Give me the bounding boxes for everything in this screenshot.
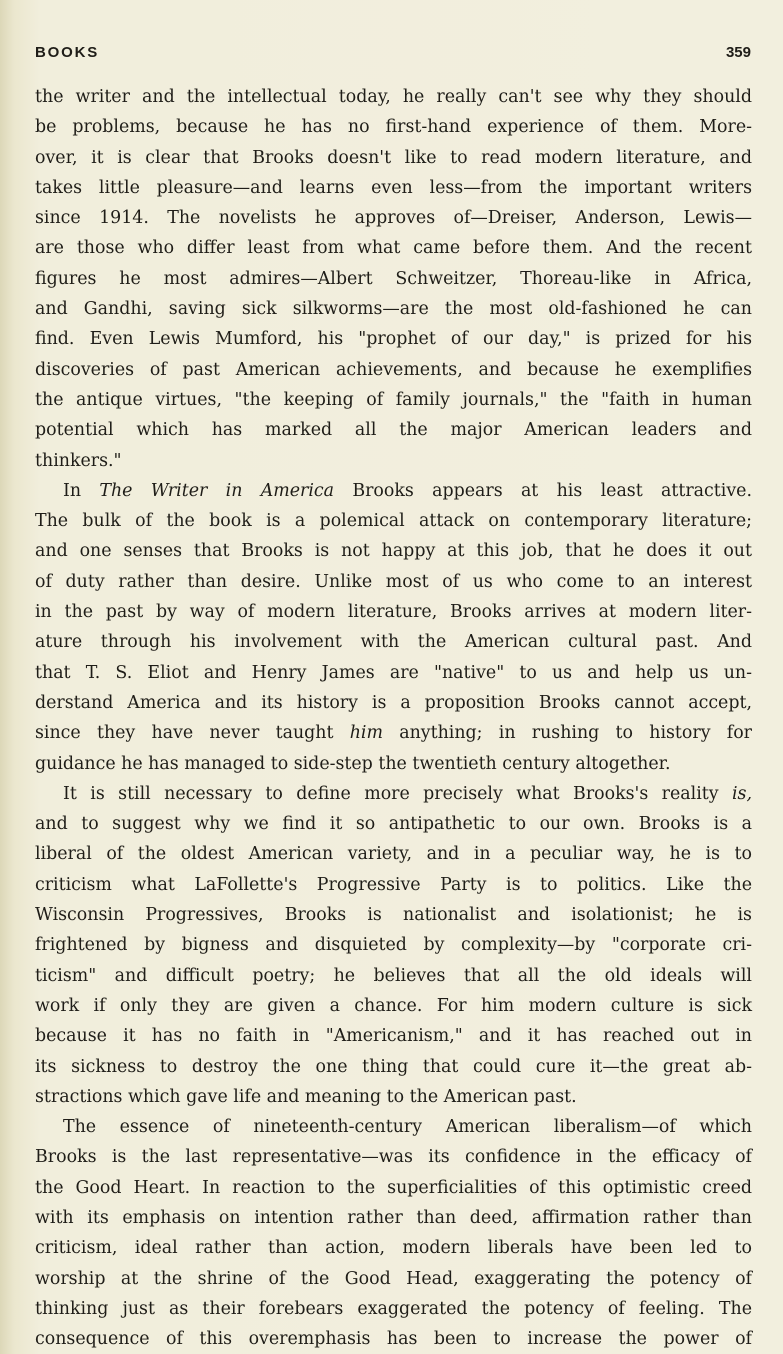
text-line: that T. S. Eliot and Henry James are "native" to us and help us un- bbox=[35, 662, 752, 683]
text-line: thinkers." bbox=[35, 450, 122, 471]
text-line: because it has no faith in "Americanism," and it has reached out in bbox=[35, 1026, 752, 1047]
text-line: guidance he has managed to side-step the twentieth century altogether. bbox=[35, 753, 671, 774]
text-line: the Good Heart. In reaction to the superficialities of this optimistic creed bbox=[35, 1177, 752, 1198]
book-title-italic: The Writer in America bbox=[99, 480, 335, 501]
emphasis-italic: is, bbox=[731, 783, 752, 804]
text-line: consequence of this overemphasis has been to increase the power of bbox=[35, 1329, 752, 1350]
text-line: liberal of the oldest American variety, and in a peculiar way, he is to bbox=[35, 844, 752, 865]
text-run: since they have never taught bbox=[35, 723, 350, 744]
text-line: in the past by way of modern literature, Brooks arrives at modern liter- bbox=[35, 602, 752, 623]
text-line: of duty rather than desire. Unlike most of us who come to an interest bbox=[35, 571, 752, 592]
text-line: frightened by bigness and disquieted by complexity—by "corporate cri- bbox=[35, 935, 752, 956]
text-line: criticism what LaFollette's Progressive Party is to politics. Like the bbox=[35, 874, 752, 895]
text-line: work if only they are given a chance. For him modern culture is sick bbox=[35, 995, 752, 1016]
text-line: ticism" and difficult poetry; he believes that all the old ideals will bbox=[35, 965, 752, 986]
text-line bbox=[35, 779, 752, 809]
paragraph-2 bbox=[35, 476, 752, 779]
text-line: and Gandhi, saving sick silkworms—are the most old-fashioned he can bbox=[35, 299, 752, 320]
text-line: takes little pleasure—and learns even less—from the important writers bbox=[35, 177, 752, 198]
text-line: ature through his involvement with the American cultural past. And bbox=[35, 632, 752, 653]
text-line: figures he most admires—Albert Schweitzer, Thoreau-like in Africa, bbox=[35, 268, 752, 289]
text-line bbox=[35, 718, 752, 748]
emphasis-italic: him bbox=[349, 723, 383, 744]
text-run: Brooks appears at his least attractive. bbox=[334, 480, 752, 501]
text-line: The bulk of the book is a polemical attack on contemporary literature; bbox=[35, 511, 752, 532]
paragraph-1 bbox=[35, 82, 752, 476]
text-line: since 1914. The novelists he approves of—Dreiser, Anderson, Lewis— bbox=[35, 208, 752, 229]
paragraph-3 bbox=[35, 779, 752, 1112]
running-header bbox=[35, 44, 751, 66]
text-line: derstand America and its history is a proposition Brooks cannot accept, bbox=[35, 692, 752, 713]
text-run: anything; in rushing to history for bbox=[382, 723, 752, 744]
text-line: find. Even Lewis Mumford, his "prophet of our day," is prized for his bbox=[35, 329, 752, 350]
text-line: The essence of nineteenth-century American liberalism—of which bbox=[63, 1117, 752, 1138]
text-line: over, it is clear that Brooks doesn't like to read modern literature, and bbox=[35, 147, 752, 168]
text-line: discoveries of past American achievements, and because he exemplifies bbox=[35, 359, 752, 380]
text-run: In bbox=[63, 480, 100, 501]
text-line: be problems, because he has no first-hand experience of them. More- bbox=[35, 117, 752, 138]
text-line: are those who differ least from what came before them. And the recent bbox=[35, 238, 752, 259]
paragraph-4 bbox=[35, 1112, 752, 1354]
body-text bbox=[35, 82, 752, 1354]
running-head: BOOKS bbox=[35, 44, 100, 61]
text-line: and to suggest why we find it so antipathetic to our own. Brooks is a bbox=[35, 814, 752, 835]
text-line bbox=[35, 476, 752, 506]
text-line: potential which has marked all the major American leaders and bbox=[35, 420, 752, 441]
page-number: 359 bbox=[725, 44, 751, 61]
text-line: stractions which gave life and meaning to the American past. bbox=[35, 1086, 577, 1107]
text-line: criticism, ideal rather than action, modern liberals have been led to bbox=[35, 1238, 752, 1259]
text-line: thinking just as their forebears exaggerated the potency of feeling. The bbox=[35, 1298, 752, 1319]
text-line: and one senses that Brooks is not happy at this job, that he does it out bbox=[35, 541, 752, 562]
text-line: worship at the shrine of the Good Head, exaggerating the potency of bbox=[35, 1268, 752, 1289]
text-line: its sickness to destroy the one thing that could cure it—the great ab- bbox=[35, 1056, 752, 1077]
text-line: with its emphasis on intention rather than deed, affirmation rather than bbox=[35, 1207, 752, 1228]
text-line: the antique virtues, "the keeping of family journals," the "faith in human bbox=[35, 389, 752, 410]
text-line: Brooks is the last representative—was its confidence in the efficacy of bbox=[35, 1147, 752, 1168]
text-run: It is still necessary to define more precisely what Brooks's reality bbox=[63, 783, 732, 804]
text-line: Wisconsin Progressives, Brooks is nationalist and isolationist; he is bbox=[35, 905, 752, 926]
text-line: the writer and the intellectual today, he really can't see why they should bbox=[35, 87, 752, 107]
